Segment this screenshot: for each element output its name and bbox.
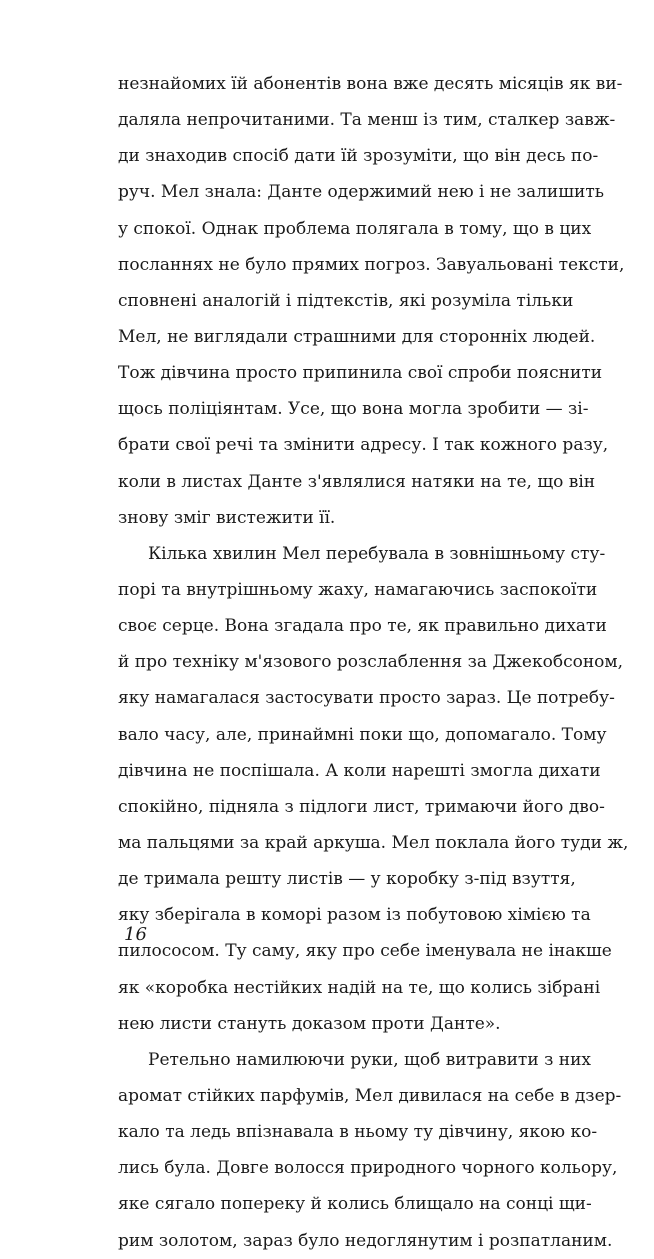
text-line: посланнях не було прямих погроз. Завуальовані тексти, [118,254,625,275]
text-line: яку зберігала в коморі разом із побутовою хімією та [118,905,591,926]
text-line: лись була. Довге волосся природного чорного кольору, [118,1158,618,1179]
text-line: Кілька хвилин Мел перебувала в зовнішньому сту- [148,543,606,564]
text-line: брати свої речі та змінити адресу. І так кожного разу, [118,435,609,456]
text-line: Тож дівчина просто припинила свої спроби пояснити [118,363,603,384]
text-line: вало часу, але, принаймні поки що, допомагало. Тому [118,724,607,745]
text-line: своє серце. Вона згадала про те, як правильно дихати [118,616,607,637]
text-line: ди знаходив спосіб дати їй зрозуміти, що він десь по- [118,146,599,167]
text-line: знову зміг вистежити її. [118,507,336,528]
text-line: у спокої. Однак проблема полягала в тому, що в цих [118,218,592,239]
text-line: кало та ледь впізнавала в ньому ту дівчину, якою ко- [118,1122,598,1143]
text-line: як «коробка нестійких надій на те, що колись зібрані [118,977,601,998]
text-line: незнайомих їй абонентів вона вже десять місяців як ви- [118,74,623,94]
text-line: яку намагалася застосувати просто зараз. Це потребу- [118,688,615,709]
text-line: дівчина не поспішала. А коли нарешті змогла дихати [118,760,601,781]
text-line: й про техніку м'язового розслаблення за Джекобсоном, [118,652,624,673]
text-line: аромат стійких парфумів, Мел дивилася на себе в дзер- [118,1085,622,1106]
text-line: нею листи стануть доказом проти Данте». [118,1013,501,1034]
page-text [118,66,629,1259]
text-line: де тримала решту листів — у коробку з-під взуття, [118,869,576,890]
text-line: яке сягало попереку й колись блищало на сонці щи- [118,1194,592,1215]
text-line: пилососом. Ту саму, яку про себе іменувала не інакше [118,941,612,962]
text-line: руч. Мел знала: Данте одержимий нею і не залишить [118,182,605,203]
text-line: сповнені аналогій і підтекстів, які розуміла тільки [118,290,574,311]
text-line: спокійно, підняла з підлоги лист, тримаючи його дво- [118,796,605,817]
text-line: ма пальцями за край аркуша. Мел поклала його туди ж, [118,832,629,853]
text-line: Ретельно намилюючи руки, щоб витравити з них [148,1049,591,1070]
text-line: порі та внутрішньому жаху, намагаючись заспокоїти [118,579,598,600]
text-line: Мел, не виглядали страшними для сторонніх людей. [118,326,596,347]
page-number: 16 [124,924,147,945]
text-line: рим золотом, зараз було недоглянутим і розпатланим. [118,1230,613,1251]
text-line: даляла непрочитаними. Та менш із тим, сталкер завж- [118,110,616,131]
text-line: щось поліціянтам. Усе, що вона могла зробити — зі- [118,399,589,420]
text-line: коли в листах Данте з'являлися натяки на те, що він [118,471,596,492]
